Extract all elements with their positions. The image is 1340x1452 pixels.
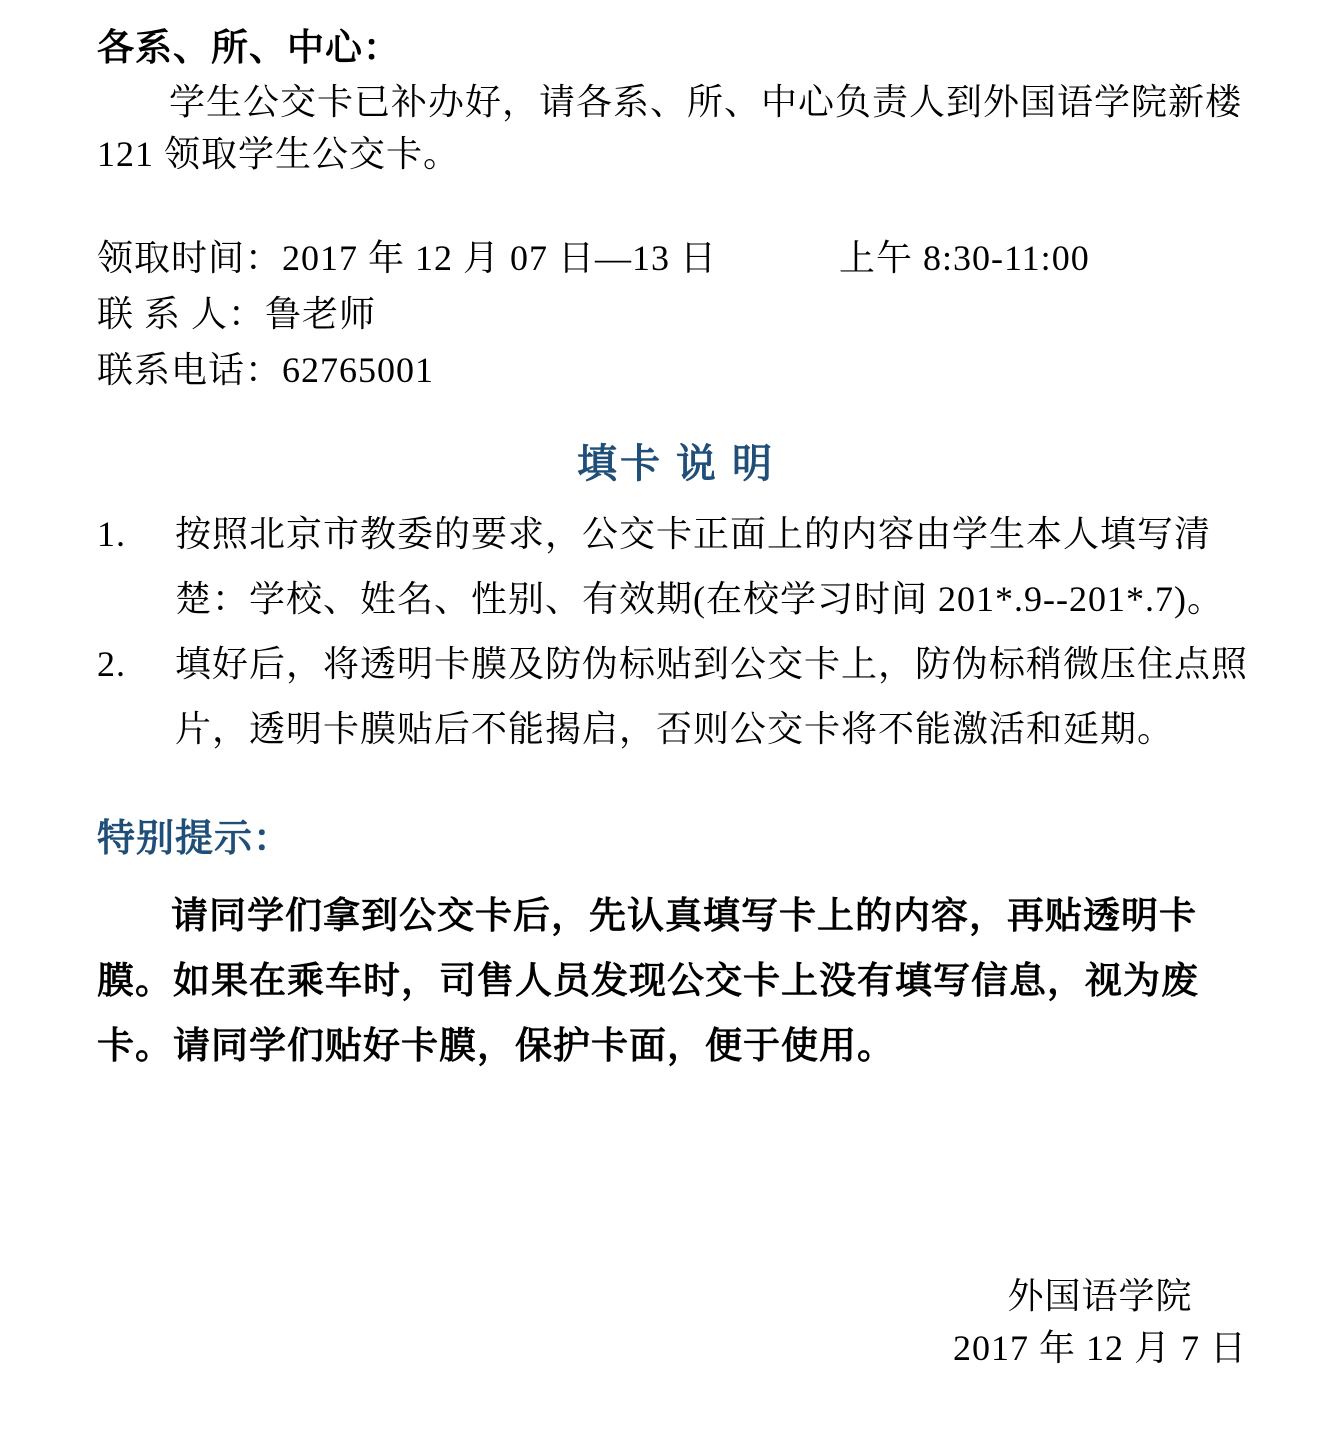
signature-inner xyxy=(953,1271,1247,1376)
instruction-item-2-text: 填好后，将透明卡膜及防伪标贴到公交卡上，防伪标稍微压住点照片，透明卡膜贴后不能揭启，否则公交卡将不能激活和延期。 xyxy=(175,644,1249,749)
pickup-time-label: 领取时间： xyxy=(97,238,283,278)
pickup-hours-value: 上午 8:30-11:00 xyxy=(839,238,1090,278)
signature-date: 2017 年 12 月 7 日 xyxy=(952,1328,1247,1368)
instruction-item-2-number: 2. xyxy=(97,644,126,684)
instruction-item-1-number: 1. xyxy=(97,514,126,554)
pickup-time-value: 2017 年 12 月 07 日—13 日 xyxy=(282,238,718,278)
special-notice-paragraph: 请同学们拿到公交卡后，先认真填写卡上的内容，再贴透明卡膜。如果在乘车时，司售人员发现公交卡上没有填写信息，视为废卡。请同学们贴好卡膜，保护卡面，便于使用。 xyxy=(97,896,1199,1067)
special-notice-title: 特别提示： xyxy=(97,818,293,860)
signature-block xyxy=(97,1271,1255,1376)
contact-person-label: 联 系 人： xyxy=(97,294,266,334)
contact-info-block xyxy=(97,238,1255,390)
intro-paragraph: 学生公交卡已补办好，请各系、所、中心负责人到外国语学院新楼 121 领取学生公交卡。 xyxy=(97,82,1243,174)
instructions-list xyxy=(97,502,1255,762)
contact-phone-line xyxy=(97,350,1255,390)
pickup-time-line xyxy=(97,238,1255,278)
contact-phone-label: 联系电话： xyxy=(97,350,283,390)
signature-organization: 外国语学院 xyxy=(1007,1276,1193,1316)
salutation-heading: 各系、所、中心： xyxy=(97,28,401,69)
instruction-item-1-text: 按照北京市教委的要求，公交卡正面上的内容由学生本人填写清楚：学校、姓名、性别、有效期(在校学习时间 201*.9--201*.7)。 xyxy=(175,514,1224,619)
instruction-item-1 xyxy=(97,502,1255,632)
contact-person-value: 鲁老师 xyxy=(265,294,377,334)
instruction-item-2 xyxy=(97,632,1255,762)
card-filling-instructions-title: 填卡 说 明 xyxy=(577,441,775,486)
contact-person-line xyxy=(97,294,1255,334)
contact-phone-value: 62765001 xyxy=(282,350,435,390)
